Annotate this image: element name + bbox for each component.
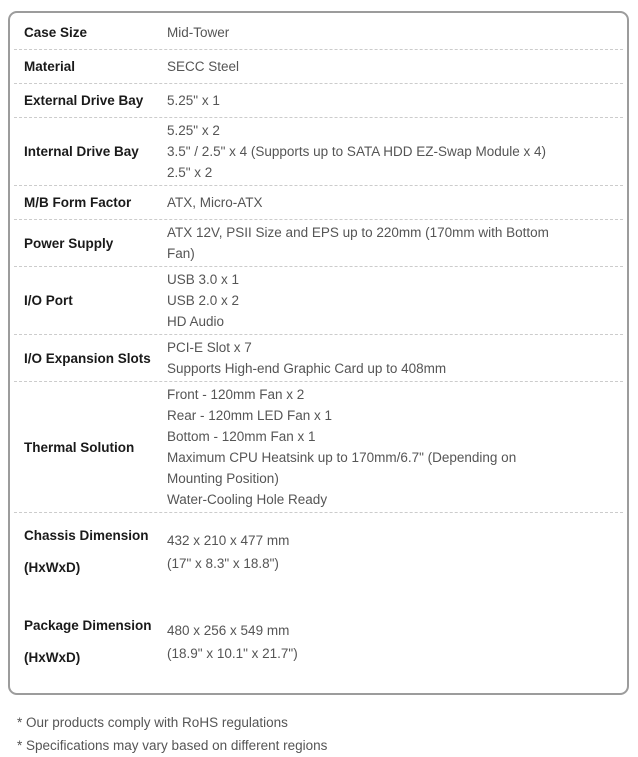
spec-row-material [14,50,623,84]
spec-value [167,269,623,332]
spec-label-line: Chassis Dimension [24,528,149,543]
spec-value [167,384,623,510]
spec-value-line: 5.25" x 2 [167,123,220,138]
spec-row-mb-form-factor [14,186,623,220]
spec-value-line: Supports High-end Graphic Card up to 408mm [167,361,447,376]
spec-label-line: (HxWxD) [24,650,81,665]
spec-value-line: HD Audio [167,314,225,329]
spec-value [167,619,623,665]
spec-value-line: ATX, Micro-ATX [167,195,263,210]
spec-value-line: 2.5" x 2 [167,165,213,180]
spec-label: Thermal Solution [24,439,135,455]
spec-label: Internal Drive Bay [24,144,139,159]
spec-label: External Drive Bay [24,93,144,108]
spec-label: Power Supply [24,235,114,251]
footnote-regions: * Specifications may vary based on different regions [17,738,328,753]
footnotes [17,711,638,757]
spec-label: I/O Expansion Slots [24,350,151,366]
spec-row-io-expansion-slots [14,335,623,382]
spec-value-line: Mounting Position) [167,471,279,486]
spec-value-line: 432 x 210 x 477 mm [167,533,290,548]
spec-value-line: Water-Cooling Hole Ready [167,492,328,507]
spec-value [167,222,623,264]
spec-label [14,520,167,584]
spec-value [167,192,623,213]
spec-label: Case Size [24,25,88,40]
spec-value-line: 3.5" / 2.5" x 4 (Supports up to SATA HDD EZ-Swap Module x 4) [167,144,546,159]
spec-value-line: Rear - 120mm LED Fan x 1 [167,408,333,423]
spec-value [167,90,623,111]
spec-value [167,337,623,379]
spec-value [167,120,623,183]
spec-label [14,610,167,674]
spec-row-package-dimension [14,603,623,681]
spec-row-internal-drive-bay [14,118,623,186]
spec-value-line: Bottom - 120mm Fan x 1 [167,429,316,444]
footnote-rohs: * Our products comply with RoHS regulations [17,715,288,730]
spec-row-power-supply [14,220,623,267]
spec-value [167,529,623,575]
spec-row-external-drive-bay [14,84,623,118]
spec-value-line: Mid-Tower [167,25,230,40]
spec-value [167,22,623,43]
spec-value-line: USB 2.0 x 2 [167,293,240,308]
spec-value-line: Maximum CPU Heatsink up to 170mm/6.7" (Depending on [167,450,517,465]
spec-label-line: (HxWxD) [24,560,81,575]
spec-label: M/B Form Factor [24,195,132,210]
spec-value-line: 5.25" x 1 [167,93,220,108]
spec-table [8,11,629,695]
spec-label: I/O Port [24,293,73,308]
spec-row-thermal-solution [14,382,623,513]
spec-row-chassis-dimension [14,513,623,591]
spec-value-line: (18.9" x 10.1" x 21.7") [167,646,298,661]
spec-label: Material [24,59,76,74]
spec-value-line: SECC Steel [167,59,240,74]
spec-row-case-size [14,16,623,50]
spec-value [167,56,623,77]
spec-value-line: ATX 12V, PSII Size and EPS up to 220mm (170mm with Bottom [167,225,549,240]
spec-value-line: Front - 120mm Fan x 2 [167,387,305,402]
spec-label-line: Package Dimension [24,618,152,633]
spec-value-line: (17" x 8.3" x 18.8") [167,556,279,571]
spec-value-line: USB 3.0 x 1 [167,272,240,287]
spec-value-line: PCI-E Slot x 7 [167,340,252,355]
spec-value-line: 480 x 256 x 549 mm [167,623,290,638]
spec-row-io-port [14,267,623,335]
spec-value-line: Fan) [167,246,195,261]
